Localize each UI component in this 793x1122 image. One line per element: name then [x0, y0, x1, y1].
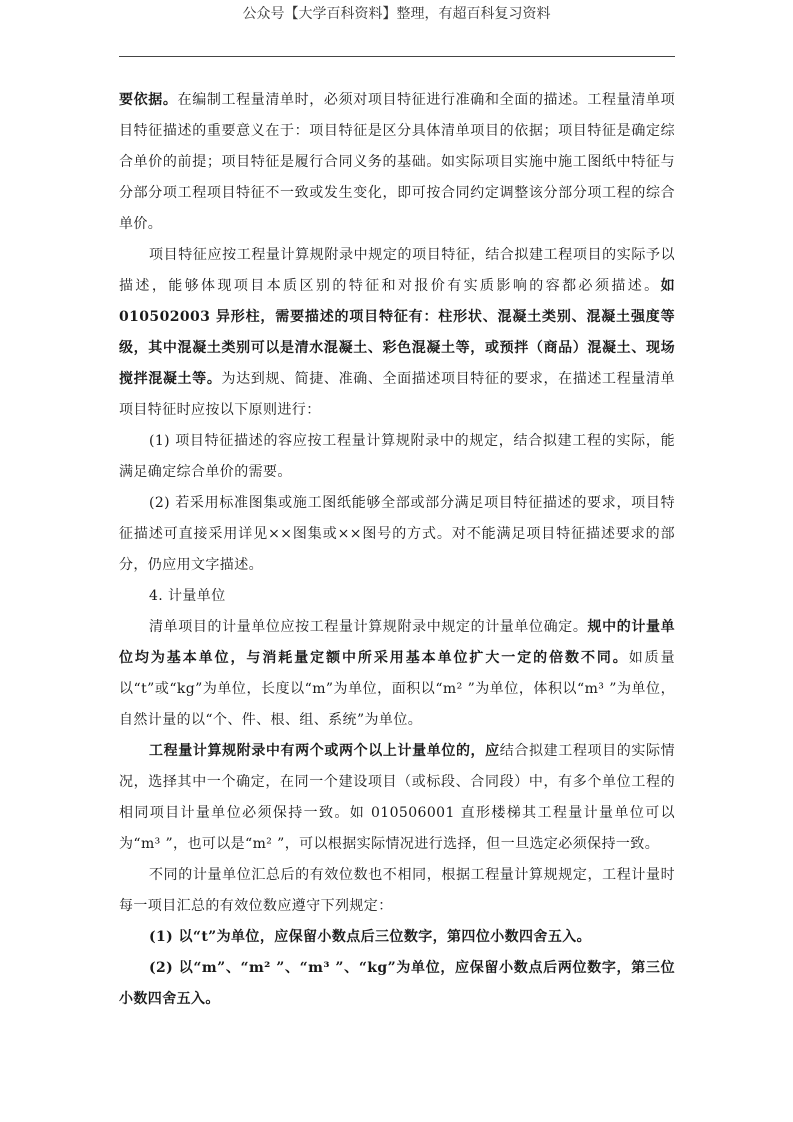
text-segment: (1) 项目特征描述的容应按工程量计算规附录中的规定，结合拟建工程的实际，能满足确定综合单价的需要。	[119, 433, 675, 480]
header-divider	[119, 56, 675, 57]
text-segment: (1) 以“t”为单位，应保留小数点后三位数字，第四位小数四舍五入。	[149, 929, 592, 945]
paragraph-rule-1	[119, 426, 675, 488]
text-segment: 如 010502003 异形柱，需要描述的项目特征有：柱形状、混凝土类别、混凝土强度等级，其中混凝土类别可以是清水混凝土、彩色混凝土等，或预拌（商品）混凝土、现场搅拌混凝土等。	[119, 278, 675, 387]
paragraph-feature-importance	[119, 85, 675, 240]
text-segment: 4. 计量单位	[149, 588, 226, 604]
paragraph-rule-2	[119, 488, 675, 581]
text-segment: 如质量以“t”或“kg”为单位，长度以“m”为单位，面积以“m² ”为单位，体积以“m³ ”为单位，自然计量的以“个、件、根、组、系统”为单位。	[119, 650, 675, 728]
paragraph-rounding-rule-2	[119, 953, 675, 1015]
text-segment: 在编制工程量清单时，必须对项目特征进行准确和全面的描述。工程量清单项目特征描述的重要意义在于：项目特征是区分具体清单项目的依据；项目特征是确定综合单价的前提；项目特征是履行合同义务的基础。如实际项目实施中施工图纸中特征与分部分项工程项目特征不一致或发生变化，即可按合同约定调整该分部分项工程的综合单价。	[119, 92, 675, 232]
text-segment: 要依据。	[119, 92, 178, 108]
text-segment: 不同的计量单位汇总后的有效位数也不相同，根据工程量计算规规定，工程计量时每一项目汇总的有效位数应遵守下列规定：	[119, 867, 675, 914]
paragraph-significant-digits	[119, 860, 675, 922]
paragraph-unit-basic	[119, 612, 675, 736]
page-header: 公众号【大学百科资料】整理，有超百科复习资料	[242, 6, 551, 22]
text-segment: 规中的计量单位均为基本单位，与消耗量定额中所采用基本单位扩大一定的倍数不同。	[119, 619, 676, 666]
paragraph-rounding-rule-1	[119, 922, 675, 953]
text-segment: 项目特征应按工程量计算规附录中规定的项目特征，结合拟建工程项目的实际予以描述，能够体现项目本质区别的特征和对报价有实质影响的容都必须描述。	[119, 247, 675, 294]
paragraph-feature-description	[119, 240, 675, 426]
text-segment: (2) 以“m”、“m² ”、“m³ ”、“kg”为单位，应保留小数点后两位数字，第三位小数四舍五入。	[119, 960, 675, 1007]
document-body	[119, 85, 675, 1015]
text-segment: 为达到规、简捷、准确、全面描述项目特征的要求，在描述工程量清单项目特征时应按以下原则进行：	[119, 371, 675, 418]
text-segment: 结合拟建工程项目的实际情况，选择其中一个确定，在同一个建设项目（或标段、合同段）中，有多个单位工程的相同项目计量单位必须保持一致。如 010506001 直形楼梯其工程量计量单位可以为“m³ ”，也可以是“m² ”，可以根据实际情况进行选择，但一旦选定必须保持一致。	[119, 743, 675, 852]
section-heading-unit	[119, 581, 675, 612]
text-segment: 清单项目的计量单位应按工程量计算规附录中规定的计量单位确定。	[149, 619, 588, 635]
paragraph-unit-multiple	[119, 736, 675, 860]
text-segment: (2) 若采用标准图集或施工图纸能够全部或部分满足项目特征描述的要求，项目特征描述可直接采用详见××图集或××图号的方式。对不能满足项目特征描述要求的部分，仍应用文字描述。	[119, 495, 675, 573]
text-segment: 工程量计算规附录中有两个或两个以上计量单位的，应	[149, 743, 500, 759]
